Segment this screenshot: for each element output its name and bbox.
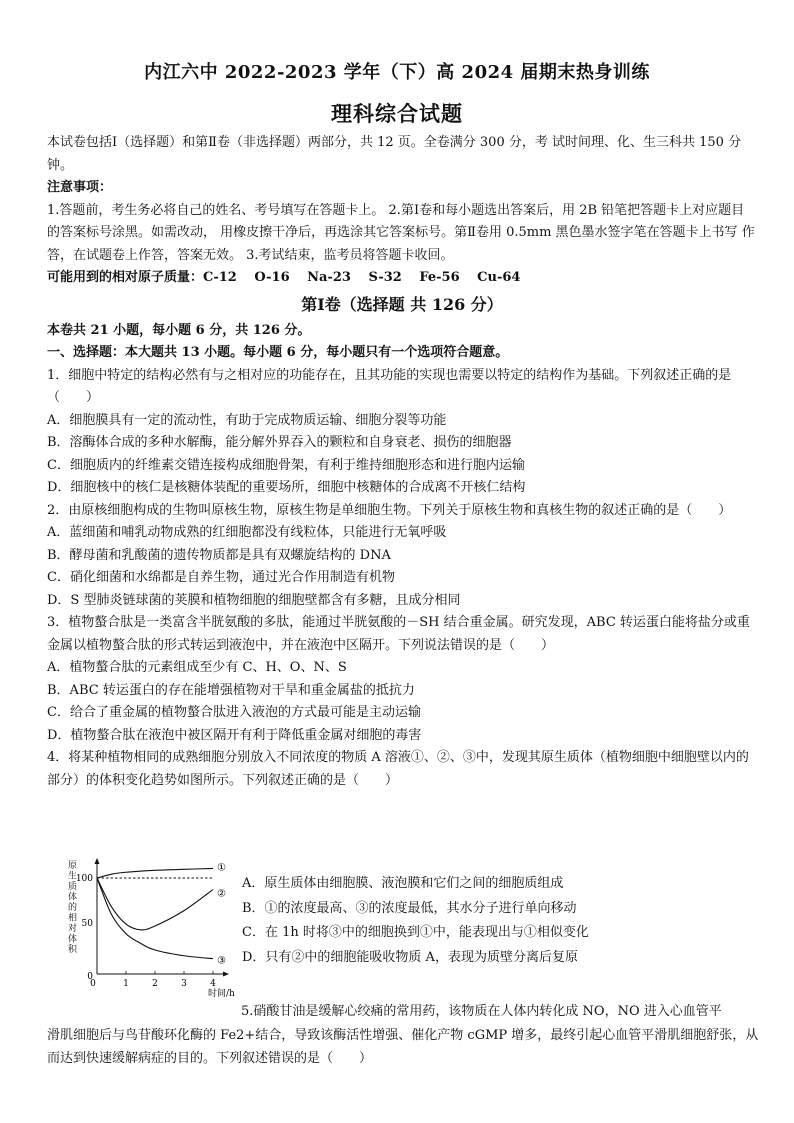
question-1-option-b: B．溶酶体合成的多种水解酶，能分解外界吞入的颗粒和自身衰老、损伤的细胞器 — [47, 435, 512, 450]
question-5-stem-start: 5.硝酸甘油是缓解心绞痛的常用药，该物质在人体内转化成 NO，NO 进入心血管平 — [241, 1004, 722, 1019]
question-2-option-c: C．硝化细菌和水绵都是自养生物，通过光合作用制造有机物 — [47, 570, 395, 585]
protoplast-volume-graph — [60, 856, 240, 1006]
question-2-option-a: A．蓝细菌和哺乳动物成熟的红细胞都没有线粒体，只能进行无氧呼吸 — [47, 525, 447, 540]
graph-x-arrow — [223, 972, 229, 977]
question-4-option-c: C．在 1h 时将③中的细胞换到①中，能表现出与①相似变化 — [242, 925, 589, 940]
graph-curve-3 — [97, 878, 213, 959]
question-2-option-d: D．S 型肺炎链球菌的荚膜和植物细胞的细胞壁都含有多糖，且成分相同 — [47, 592, 461, 608]
graph-x-tick-4: 4 — [210, 979, 216, 989]
question-3-option-d: D．植物螯合肽在液泡中被区隔开有利于降低重金属对细胞的毒害 — [47, 727, 422, 743]
graph-curve-label-3: ③ — [217, 955, 226, 967]
graph-curve-label-1: ① — [217, 862, 226, 874]
graph-curve-2 — [97, 878, 213, 930]
question-3-option-b: B．ABC 转运蛋白的存在能增强植物对干旱和重金属盐的抵抗力 — [47, 682, 415, 698]
question-2-stem: 2．由原核细胞构成的生物叫原核生物，原核生物是单细胞生物。下列关于原核生物和真核生物的叙述正确的是（ ） — [47, 502, 732, 518]
graph-x-label: 时间/h — [208, 989, 235, 999]
question-3-option-a: A．植物螯合肽的元素组成至少有 C、H、O、N、S — [47, 660, 347, 675]
graph-y-arrow — [95, 858, 100, 864]
section-heading: 第Ⅰ卷（选择题 共 126 分） — [301, 294, 503, 314]
exam-title: 内江六中 2022-2023 学年（下）高 2024 届期末热身训练 — [144, 62, 650, 83]
question-4-option-a: A．原生质体由细胞膜、液泡膜和它们之间的细胞质组成 — [242, 876, 564, 891]
graph-curve-1 — [97, 868, 213, 878]
graph-y-tick-100: 100 — [75, 874, 93, 884]
question-1-option-a: A．细胞膜具有一定的流动性，有助于完成物质运输、细胞分裂等功能 — [47, 412, 447, 428]
question-2-option-b: B．酵母菌和乳酸菌的遗传物质都是具有双螺旋结构的 DNA — [47, 547, 391, 563]
question-4-options — [242, 872, 762, 970]
notes-title: 注意事项： — [47, 180, 113, 195]
question-5-stem-continued: 滑肌细胞后与鸟苷酸环化酶的 Fe2+结合，导致该酶活性增强、催化产物 cGMP 增多，最终引起心血管平滑肌细胞舒张，从而达到快速缓解病症的目的。下列叙述错误的是（ ） — [47, 1028, 759, 1066]
question-3-stem: 3．植物螯合肽是一类富含半胱氨酸的多肽，能通过半胱氨酸的－SH 结合重金属。研究发现，ABC 转运蛋白能将盐分或重金属以植物螯合肽的形式转运到液泡中，并在液泡中区隔开。下列说法错误的是（ ） — [47, 615, 750, 653]
question-1-stem: 1．细胞中特定的结构必然有与之相对应的功能存在，且其功能的实现也需要以特定的结构作为基础。下列叙述正确的是（ ） — [47, 367, 732, 405]
intro-text: 本试卷包括Ⅰ（选择题）和第Ⅱ卷（非选择题）两部分，共 12 页。全卷满分 300 分，考 试时间理、化、生三科共 150 分钟。 — [47, 135, 742, 173]
graph-origin-label: 0 — [90, 979, 96, 989]
question-3-option-c: C．给合了重金属的植物螯合肽进入液泡的方式最可能是主动运输 — [47, 705, 421, 720]
graph-y-tick-50: 50 — [81, 919, 93, 929]
question-4-stem: 4．将某种植物相同的成熟细胞分别放入不同浓度的物质 A 溶液①、②、③中，发现其原生质体（植物细胞中细胞壁以内的部分）的体积变化趋势如图所示。下列叙述正确的是（ ） — [47, 750, 749, 788]
graph-x-tick-2: 2 — [152, 979, 158, 989]
question-1-option-c: C．细胞质内的纤维素交错连接构成细胞骨架，有利于维持细胞形态和进行胞内运输 — [47, 457, 525, 473]
graph-y-label: 原生质体的相对体积 — [68, 861, 78, 955]
question-4-option-d: D．只有②中的细胞能吸收物质 A，表现为质壁分离后复原 — [242, 949, 578, 965]
graph-y-tick-0: 0 — [87, 972, 93, 982]
question-4-option-b: B．①的浓度最高、③的浓度最低，其水分子进行单向移动 — [242, 900, 577, 916]
exam-body — [47, 132, 757, 792]
exam-subtitle: 理科综合试题 — [331, 101, 463, 126]
notes-text: 1.答题前，考生务必将自己的姓名、考号填写在答题卡上。 2.第Ⅰ卷和每小题选出答案后，用 2B 铅笔把答题卡上对应题目的答案标号涂黑。如需改动， 用橡皮擦干净后，再选涂其它答案标号。第Ⅱ卷用 0.5mm 黑色墨水签字笔在答题卡上书写 作答，在试题卷上作答，答案无效。 3.考试结束，监考员将答题卡收回。 — [47, 202, 755, 263]
section-summary: 本卷共 21 小题，每小题 6 分，共 126 分。 — [47, 322, 311, 338]
question-1-option-d: D．细胞核中的核仁是核糖体装配的重要场所，细胞中核糖体的合成离不开核仁结构 — [47, 480, 526, 495]
graph-curve-label-2: ② — [217, 888, 226, 900]
graph-x-tick-3: 3 — [181, 979, 187, 989]
part-heading: 一、选择题：本大题共 13 小题。每小题 6 分，每小题只有一个选项符合题意。 — [47, 345, 509, 360]
atomic-mass-line: 可能用到的相对原子质量：C-12 O-16 Na-23 S-32 Fe-56 Cu-64 — [47, 270, 521, 285]
graph-x-tick-1: 1 — [123, 979, 129, 989]
